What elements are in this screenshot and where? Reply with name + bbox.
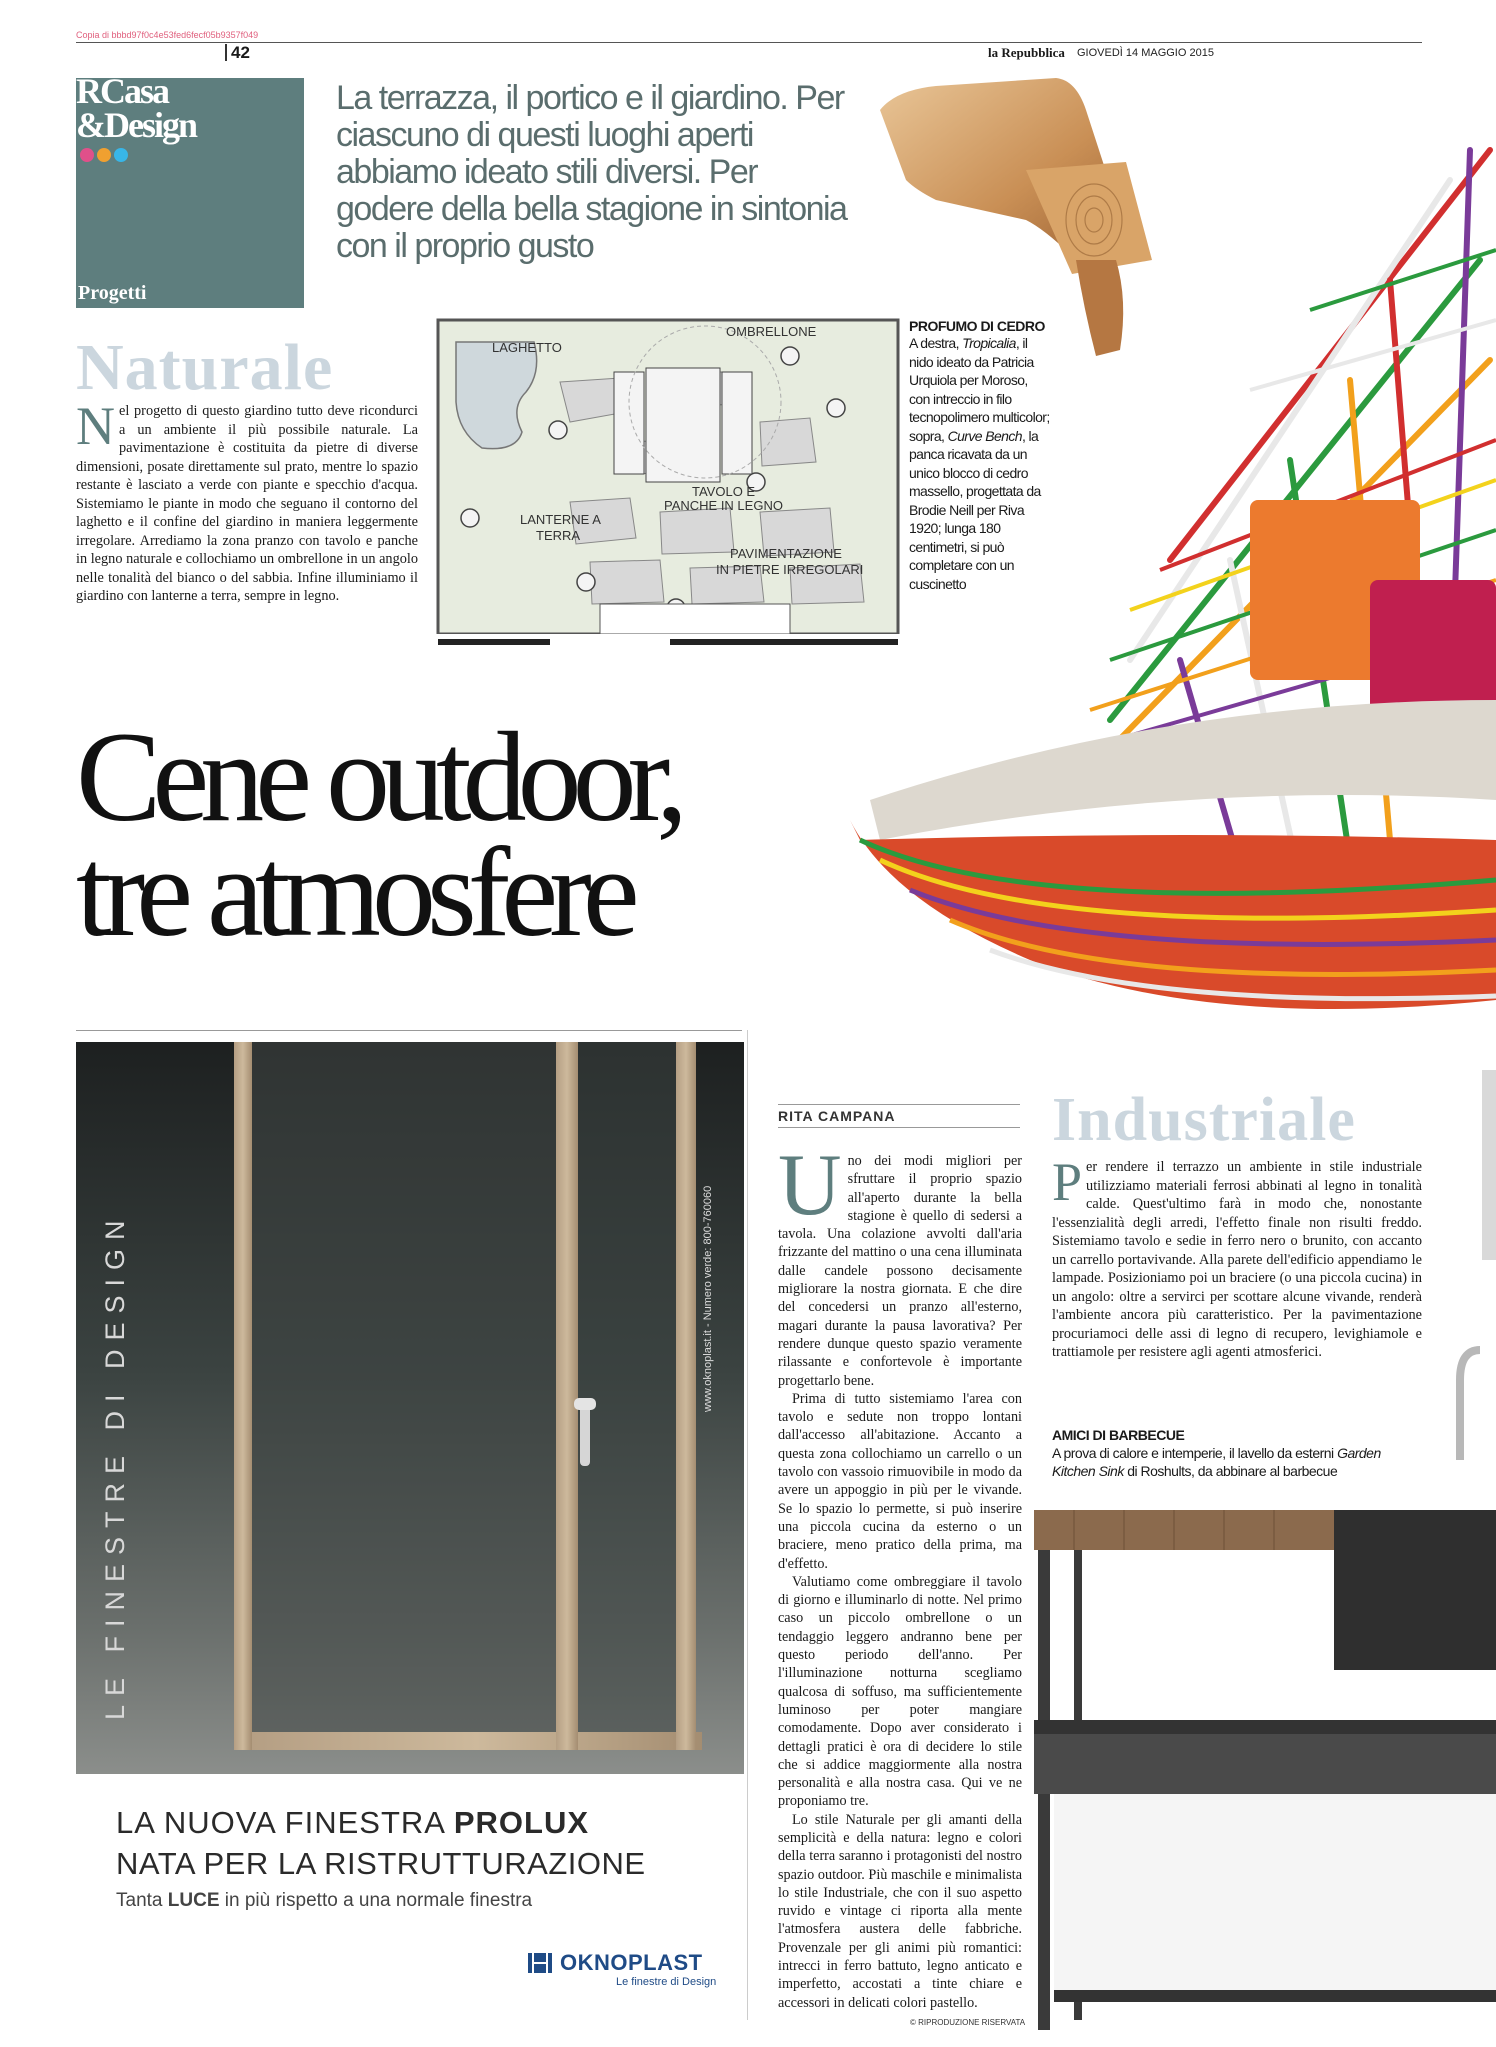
byline-rule-top (778, 1104, 1020, 1105)
caption-cedro-title: PROFUMO DI CEDRO (909, 318, 1045, 334)
plan-label-pav-1: PAVIMENTAZIONE (730, 546, 842, 561)
title-line-2: tre atmosfere (76, 821, 631, 963)
naturale-heading: Naturale (76, 331, 334, 404)
ad-subline (116, 1890, 532, 1912)
copy-id: Copia di bbbd97f0c4e53fed6fecf05b9357f049 (76, 30, 259, 40)
article-dropcap: U (778, 1137, 842, 1234)
article-p1-text: no dei modi migliori per sfruttare il proprio spazio all'aperto durante la bella stagione è quello di sedersi a tavola. Una colazione avvolti dall'aria frizzante del mattino o una cena illuminata dalle candele possono decisamente migliorare la nostra giornata. E che dire del concedersi un pranzo all'esterno, magari durante la pausa lavorativa? Per rendere dunque questo spazio veramente rilassante e confortevole è importante progettarlo bene. (778, 1153, 1022, 1389)
faucet-image (1430, 1060, 1496, 1530)
ad-brand: OKNOPLAST (560, 1950, 703, 1975)
industriale-text: er rendere il terrazzo un ambiente in stile industriale utilizziamo materiali ferrosi abbinati al legno in tonalità calde. Quest'ultimo farà in modo che, nonostante l'essenzialità degli arredi, l'effetto finale non risulti freddo. Sistemiamo tavolo e sedie in ferro nero o brunito, con accanto un carrello portavivande. Alla parete dell'edificio appendiamo le lampade. Posizioniamo poi un braciere (o una piccola cucina) in un angolo: oltre a servirci per scottare alcune vivande, renderà l'ambiente ancora più caratteristico. Per la pavimentazione procuriamoci delle assi di legno di recupero, levighiamole e trattiamole per resistere agli agenti atmosferici. (1052, 1159, 1422, 1360)
article-p3: Valutiamo come ombreggiare il tavolo di giorno e illuminarlo di notte. Nel primo caso un piccolo ombrellone o un tendaggio leggero andranno bene per questo periodo dell'anno. Per l'illuminazione notturna scegliamo qualcosa di soffuso, ma sufficientemente luminoso per poter mangiare comodamente. Dopo aver considerato i dettagli pratici è ora di decidere lo stile che si addice maggiormente alla nostra personalità e alla nostra casa. Qui ve ne proponiamo tre. (778, 1573, 1022, 1810)
caption-cedro-text-2: , il nido ideato da Patricia Urquiola per Moroso, con intreccio in filo tecnopolimero multicolor; sopra, (909, 335, 1050, 444)
article-credit: © RIPRODUZIONE RISERVATA (910, 2018, 1026, 2027)
ad-sub-b: LUCE (167, 1890, 220, 1911)
ad-window-frame (76, 1042, 744, 1774)
garden-plan (430, 312, 906, 652)
industriale-dropcap: P (1052, 1152, 1083, 1212)
oknoplast-logo-icon (528, 1953, 564, 1973)
caption-barbecue-body (1052, 1444, 1422, 1480)
section-dots (80, 148, 128, 162)
caption-cedro-text-3: , la panca ricavata da un unico blocco di cedro massello, progettata da Brodie Neill per Riva 1920; lunga 180 centimetri, si può completare con un cuscinetto (909, 427, 1041, 592)
header-rule (76, 42, 1422, 43)
article-p2: Prima di tutto sistemiamo l'area con tavolo e sedute non troppo lontani dall'accesso all'abitazione. Accanto a questa zona collochiamo un carrello o un tavolo con vassoio rimuovibile in modo da avere un appoggio in più per le vivande. Se lo spazio lo permette, si può inserire una piccola cucina da esterno o un braciere, meno pratico della prima, ma d'effetto. (778, 1390, 1022, 1572)
ad-headline-1 (116, 1805, 589, 1841)
article-p1 (778, 1137, 1022, 1390)
column-divider (747, 1030, 748, 2020)
dot-pink (80, 148, 94, 162)
ad-brand-tagline: Le finestre di Design (616, 1976, 717, 1988)
plan-label-tavolo-2: PANCHE IN LEGNO (664, 498, 783, 513)
ad-headline-1a: LA NUOVA FINESTRA (116, 1805, 454, 1840)
page-number: 42 (225, 44, 250, 61)
section-label: Progetti (78, 282, 147, 304)
ad-sub-a: Tanta (116, 1890, 168, 1911)
dot-orange (97, 148, 111, 162)
naturale-body (76, 396, 418, 606)
dot-blue (114, 148, 128, 162)
caption-cedro-italic-1: Tropicalia (962, 335, 1016, 351)
caption-cedro-body (909, 334, 1051, 593)
intro-text: La terrazza, il portico e il giardino. Per ciascuno di questi luoghi aperti abbiamo ideato stili diversi. Per godere della bella stagione in sintonia con il proprio gusto (336, 79, 847, 265)
page-title (76, 706, 680, 963)
tropicalia-image (830, 140, 1496, 1060)
plan-label-lanterne-2: TERRA (536, 528, 581, 543)
ad-sub-c: in più rispetto a una normale finestra (219, 1890, 533, 1911)
naturale-text: el progetto di questo giardino tutto deve ricondurci a un ambiente il più possibile naturale. La pavimentazione è costituita da pietre di diverse dimensioni, posate direttamente sul prato, mentre lo spazio restante è lasciato a verde con piante e specchio d'acqua. Sistemiamo le piante in modo che seguano il contorno del laghetto e il confine del giardino in maniera leggermente irregolare. Arrediamo la zona pranzo con tavolo e panche in legno naturale e collochiamo un ombrellone in un angolo nelle tonalità del bianco o del sabbia. Infine illuminiamo il giardino con lanterne a terra, sempre in legno. (76, 403, 418, 604)
ad-url-line: www.oknoplast.it - Numero verde: 800-760060 (702, 1185, 714, 1412)
caption-barbecue-text-1: A prova di calore e intemperie, il lavello da esterni (1052, 1445, 1338, 1461)
plan-label-laghetto: LAGHETTO (492, 340, 562, 355)
caption-cedro-text-1: A destra, (909, 335, 963, 351)
plan-label-tavolo-1: TAVOLO E (692, 484, 756, 499)
byline-rule-bottom (778, 1127, 1020, 1128)
dateline: GIOVEDÌ 14 MAGGIO 2015 (1077, 47, 1214, 59)
section-logo-line1: RCasa (76, 71, 169, 111)
article-body (778, 1137, 1022, 2012)
ad-vertical-text: LE FINESTRE DI DESIGN (100, 1211, 130, 1720)
caption-barbecue-text-2: di Roshults, da abbinare al barbecue (1123, 1463, 1338, 1479)
naturale-dropcap: N (76, 396, 115, 456)
plan-label-ombrellone: OMBRELLONE (726, 324, 817, 339)
industriale-heading: Industriale (1052, 1086, 1356, 1154)
section-logo-line2: &Design (76, 105, 196, 145)
section-rule (76, 1030, 742, 1031)
plan-label-lanterne-1: LANTERNE A (520, 512, 601, 527)
masthead: la Repubblica (988, 45, 1065, 60)
article-p4: Lo stile Naturale per gli amanti della semplicità e della natura: legno e colori della terra saranno i protagonisti del nostro spazio outdoor. Più maschile e minimalista lo stile Industriale, che con il suo aspetto ruvido e vintage ci riporta alla mente l'atmosfera austera delle fabbriche. Provenzale per gli animi più romantici: intrecci in ferro battuto, legno anticato e imperfetto, accostati a tinte chiare e accessori in delicati colori pastello. (778, 1811, 1022, 2011)
byline: RITA CAMPANA (778, 1108, 896, 1124)
ad-headline-1b: PROLUX (453, 1805, 590, 1840)
title-line-1: Cene outdoor, (76, 706, 680, 848)
industriale-body (1052, 1152, 1422, 1362)
caption-barbecue-italic: Garden Kitchen Sink (1052, 1445, 1381, 1479)
ad-headline-2: NATA PER LA RISTRUTTURAZIONE (116, 1846, 646, 1881)
plan-label-pav-2: IN PIETRE IRREGOLARI (716, 562, 864, 577)
garden-kitchen-sink-image (1034, 1490, 1496, 2040)
caption-cedro-italic-2: Curve Bench (947, 427, 1022, 444)
caption-barbecue-title: AMICI DI BARBECUE (1052, 1427, 1185, 1443)
